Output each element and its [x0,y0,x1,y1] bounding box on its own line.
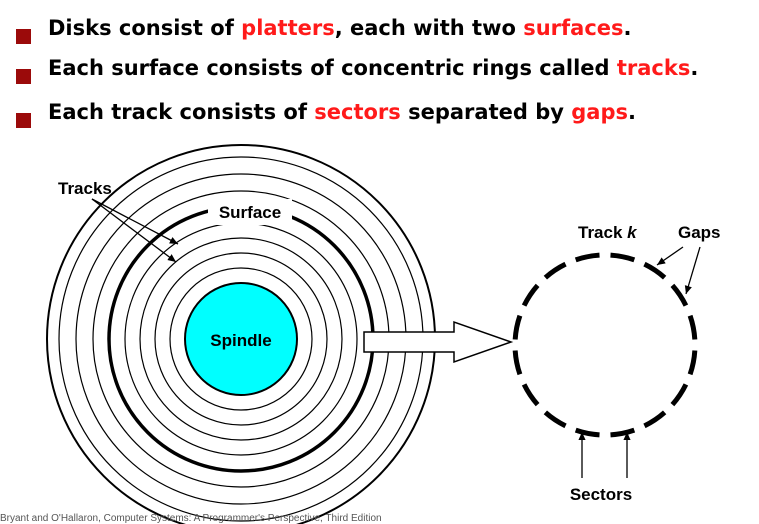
term-sectors: sectors [314,100,401,124]
sector-arc [545,412,565,425]
tracks-label: Tracks [58,179,112,198]
track-k-detail [515,255,695,435]
sector-arc [576,255,600,260]
gaps-arrow [686,247,700,294]
track-k-variable: k [627,223,637,242]
tracks-arrow [92,199,178,244]
bullet-segment: . [627,100,636,124]
surface-label: Surface [218,203,282,222]
sector-arc [524,384,537,404]
gaps-label: Gaps [678,223,721,242]
sector-arc [644,264,664,277]
track-k-text: Track [578,223,628,242]
sector-arc [644,412,664,425]
sector-arc [610,255,634,260]
spindle-label: Spindle [210,331,272,350]
sector-arc [672,384,685,404]
term-gaps: gaps [571,100,628,124]
sector-arc [690,316,695,340]
term-platters: platters [241,16,335,40]
bullet-segment: Each surface consists of concentric rings called [48,56,617,80]
sector-arc [515,316,520,340]
track-k-label [578,223,638,242]
bullet-segment: . [690,56,699,80]
bullet-segment: Each track consists of [48,100,315,124]
sector-arc [672,285,685,305]
sector-arc [545,264,565,277]
sector-arc [524,285,537,305]
term-surfaces: surfaces [523,16,624,40]
zoom-arrow [364,322,511,362]
sectors-label: Sectors [569,485,633,504]
sector-arc [576,430,600,435]
term-tracks: tracks [616,56,691,80]
bullet-segment: separated by [400,100,572,124]
bullet-segment: , each with two [334,16,524,40]
bullet-segment: . [623,16,632,40]
sector-arc [515,350,520,374]
bullet-segment: Disks consist of [48,16,242,40]
sector-arc [690,350,695,374]
sector-arc [610,430,634,435]
gaps-arrow [657,247,683,265]
footer-citation: Bryant and O'Hallaron, Computer Systems: A Programmer's Perspective, Third Edition [0,513,382,524]
